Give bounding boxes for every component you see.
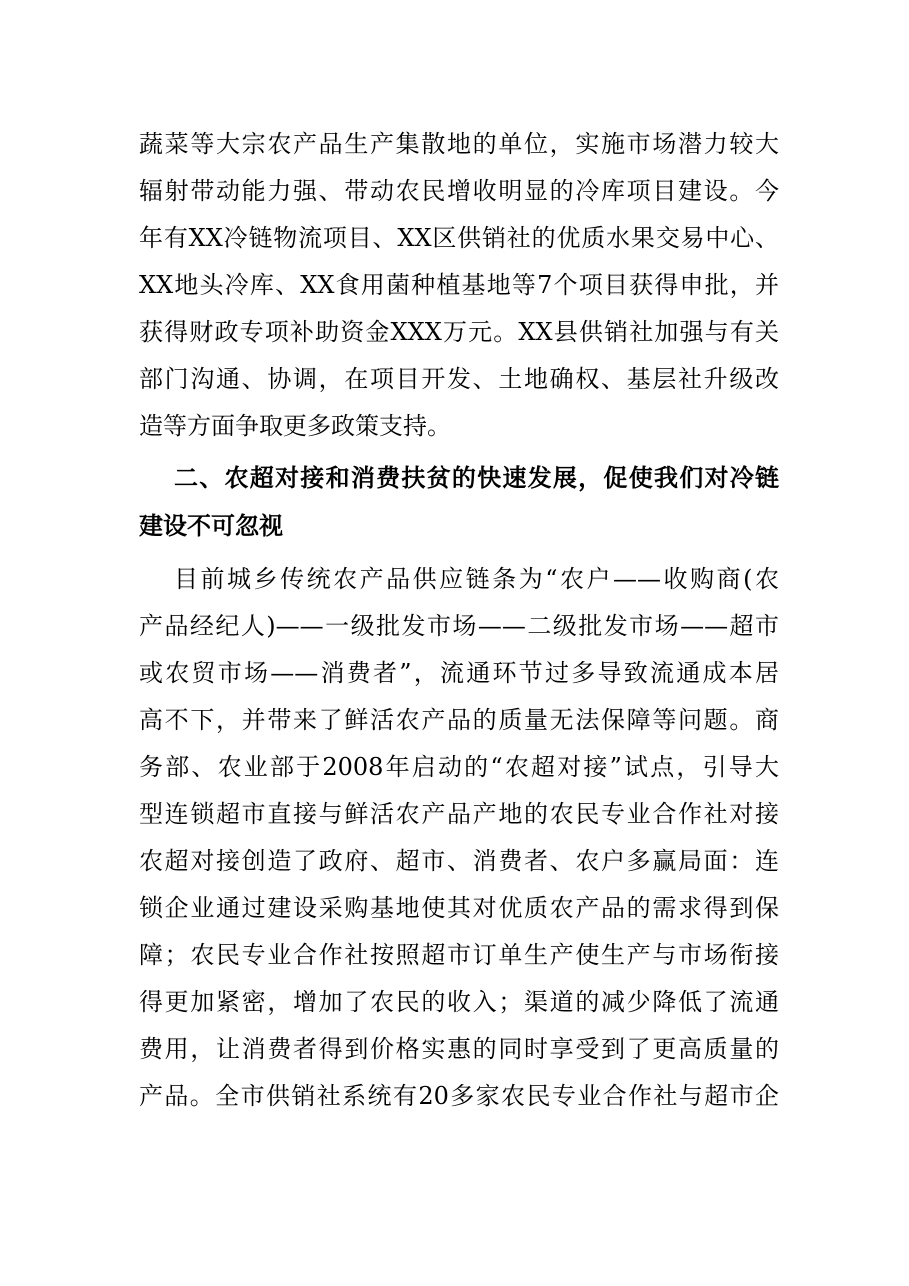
text-line: 或农贸市场——消费者”，流通环节过多导致流通成本居 — [139, 659, 779, 687]
heading-line: 二、农超对接和消费扶贫的快速发展，促使我们对冷链 — [174, 464, 779, 492]
text-line: 产品。全市供销社系统有20多家农民专业合作社与超市企 — [139, 1082, 779, 1110]
text-line: 高不下，并带来了鲜活农产品的质量无法保障等问题。商 — [139, 706, 779, 734]
text-line: 农超对接创造了政府、超市、消费者、农户多赢局面：连 — [139, 847, 779, 875]
text-line: 辐射带动能力强、带动农民增收明显的冷库项目建设。今 — [139, 177, 779, 205]
text-line: 得更加紧密，增加了农民的收入；渠道的减少降低了流通 — [139, 988, 779, 1016]
text-line: 务部、农业部于2008年启动的“农超对接”试点，引导大 — [139, 753, 779, 781]
text-line: XX地头冷库、XX食用菌种植基地等7个项目获得申批，并 — [139, 271, 779, 299]
text-line: 蔬菜等大宗农产品生产集散地的单位，实施市场潜力较大 — [139, 130, 779, 158]
text-line: 造等方面争取更多政策支持。 — [139, 412, 451, 440]
text-line: 获得财政专项补助资金XXX万元。XX县供销社加强与有关 — [139, 318, 779, 346]
text-line: 锁企业通过建设采购基地使其对优质农产品的需求得到保 — [139, 894, 779, 922]
heading-line: 建设不可忽视 — [139, 512, 283, 540]
text-line: 年有XX冷链物流项目、XX区供销社的优质水果交易中心、 — [139, 224, 779, 252]
text-line: 部门沟通、协调，在项目开发、土地确权、基层社升级改 — [139, 365, 779, 393]
text-line: 产品经纪人)——一级批发市场——二级批发市场——超市 — [139, 612, 779, 640]
text-line: 目前城乡传统农产品供应链条为“农户——收购商(农 — [174, 565, 779, 593]
text-line: 障；农民专业合作社按照超市订单生产使生产与市场衔接 — [139, 941, 779, 969]
text-line: 费用，让消费者得到价格实惠的同时享受到了更高质量的 — [139, 1035, 779, 1063]
text-line: 型连锁超市直接与鲜活农产品产地的农民专业合作社对接 — [139, 800, 779, 828]
